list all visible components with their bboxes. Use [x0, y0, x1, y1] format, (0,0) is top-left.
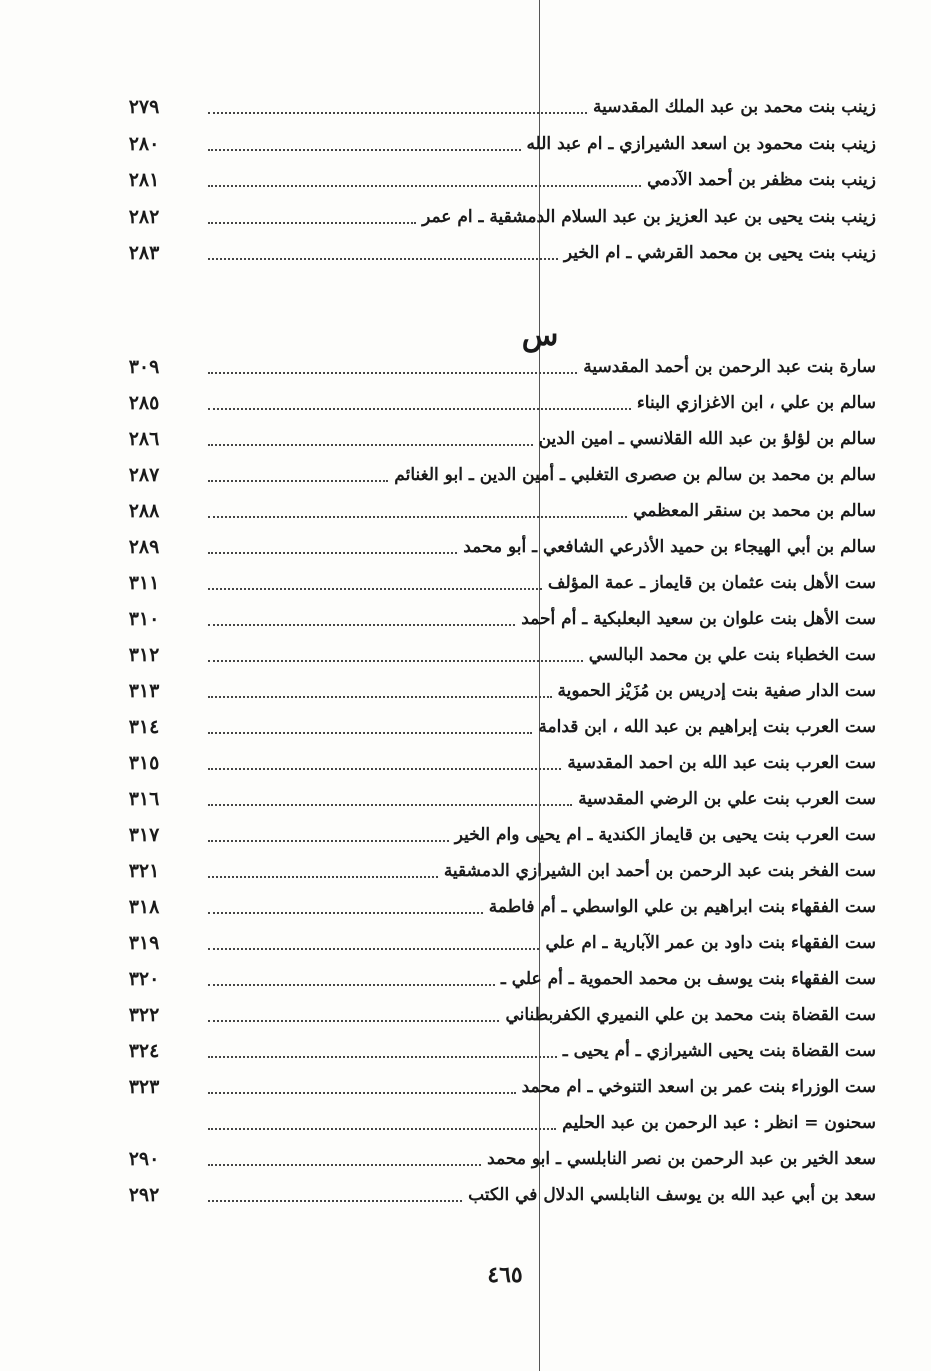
index-entry: [120, 350, 876, 384]
entry-number: ٢٩٠: [128, 1148, 160, 1170]
dot-leader: [208, 840, 449, 842]
entry-number: ٣١٢: [128, 644, 160, 666]
dot-leader: [208, 984, 495, 986]
index-entry: [120, 163, 876, 197]
dot-leader: [208, 804, 572, 806]
index-entry: [120, 1142, 876, 1176]
dot-leader: [208, 588, 542, 590]
index-entry: [120, 458, 876, 492]
entry-name: ست الخطباء بنت علي بن محمد البالسي: [588, 645, 876, 665]
index-entry: [120, 1034, 876, 1068]
dot-leader: [208, 624, 515, 626]
index-entry: [120, 530, 876, 564]
entry-name: سعد بن أبي عبد الله بن يوسف النابلسي الدلال في الكتب: [468, 1185, 876, 1205]
entry-name: ست العرب بنت يحيى بن قايماز الكندية ـ ام يحيى وام الخير: [454, 825, 876, 845]
entry-number: ٣١١: [128, 572, 160, 594]
dot-leader: [208, 660, 583, 662]
dot-leader: [208, 185, 641, 187]
entry-name: ست الأهل بنت علوان بن سعيد البعلبكية ـ أم أحمد: [521, 609, 876, 629]
index-entry: [120, 746, 876, 780]
entry-number: ٣١٤: [128, 716, 160, 738]
entry-name: سارة بنت عبد الرحمن بن أحمد المقدسية: [583, 357, 876, 377]
entry-number: ٣٢٢: [128, 1004, 160, 1026]
dot-leader: [208, 552, 457, 554]
index-entry: [120, 127, 876, 161]
entry-number: ٢٨٨: [128, 500, 160, 522]
entry-name: ست الفقهاء بنت داود بن عمر الآبارية ـ ام علي: [545, 933, 876, 953]
entry-number: ٣٢٣: [128, 1076, 160, 1098]
index-entry: [120, 386, 876, 420]
entry-name: ست الدار صفية بنت إدريس بن مُزَيْز الحموية: [557, 681, 876, 701]
dot-leader: [208, 732, 532, 734]
index-entry: [120, 782, 876, 816]
index-entry: [120, 566, 876, 600]
entry-name: زينب بنت يحيى بن محمد القرشي ـ ام الخير: [563, 243, 876, 263]
entry-name: ست الفخر بنت عبد الرحمن بن أحمد ابن الشيرازي الدمشقية: [443, 861, 876, 881]
entry-number: ٣١٩: [128, 932, 160, 954]
index-entry: [120, 854, 876, 888]
dot-leader: [208, 948, 539, 950]
entry-number: ٢٧٩: [128, 96, 160, 118]
entry-name: سالم بن محمد بن سالم بن صصرى التغلبي ـ أمين الدين ـ ابو الغنائم: [394, 465, 876, 485]
entry-number: ٣١٠: [128, 608, 160, 630]
entry-name: ست الفقهاء بنت ابراهيم بن علي الواسطي ـ أم فاطمة: [488, 897, 876, 917]
dot-leader: [208, 1092, 516, 1094]
index-entry: [120, 494, 876, 528]
index-entry: [120, 710, 876, 744]
dot-leader: [208, 1128, 556, 1130]
entry-name: ست العرب بنت عبد الله بن احمد المقدسية: [567, 753, 876, 773]
dot-leader: [208, 696, 552, 698]
entry-number: ٣١٦: [128, 788, 160, 810]
dot-leader: [208, 1020, 499, 1022]
entry-number: ٢٨٥: [128, 392, 160, 414]
entry-name: ست القضاة بنت يحيى الشيرازي ـ أم يحيى ـ: [562, 1041, 876, 1061]
index-entry: [120, 236, 876, 270]
index-entry: [120, 890, 876, 924]
index-entry: [120, 962, 876, 996]
entry-name: ست العرب بنت علي بن الرضي المقدسية: [578, 789, 876, 809]
index-entry: [120, 1178, 876, 1212]
section-letter: س: [521, 318, 559, 353]
dot-leader: [208, 1200, 462, 1202]
entry-name: ست الفقهاء بنت يوسف بن محمد الحموية ـ أم علي ـ: [500, 969, 876, 989]
index-entry: [120, 422, 876, 456]
entry-number: ٣٢١: [128, 860, 160, 882]
entry-name: ست العرب بنت إبراهيم بن عبد الله ، ابن قدامة: [538, 717, 876, 737]
dot-leader: [208, 149, 521, 151]
entry-number: ٢٨٦: [128, 428, 160, 450]
entry-number: ٢٨١: [128, 169, 160, 191]
entry-number: ٣٠٩: [128, 356, 160, 378]
entry-name: ست الوزراء بنت عمر بن اسعد التنوخي ـ ام محمد: [521, 1077, 876, 1097]
index-entry: [120, 1070, 876, 1104]
entry-name: سالم بن لؤلؤ بن عبد الله القلانسي ـ امين الدين: [538, 429, 876, 449]
entry-number: ٢٨٢: [128, 205, 160, 228]
entry-name: سالم بن أبي الهيجاء بن حميد الأذرعي الشافعي ـ أبو محمد: [463, 537, 876, 557]
entry-name: سالم بن علي ، ابن الاغزازي البناء: [636, 393, 876, 413]
entry-number: ٢٨٩: [128, 536, 160, 558]
entry-number: ٣٢٤: [128, 1040, 160, 1062]
entry-number: ٣٢٠: [128, 968, 160, 990]
entry-name: سعد الخير بن عبد الرحمن بن نصر النابلسي ـ ابو محمد: [487, 1149, 876, 1169]
entry-number: ٣١٧: [128, 824, 160, 846]
entry-number: ٢٨٧: [128, 464, 160, 486]
index-entry: [120, 818, 876, 852]
entry-number: ٢٩٢: [128, 1184, 160, 1206]
index-entry: [120, 926, 876, 960]
entry-number: ٣١٨: [128, 896, 160, 918]
dot-leader: [208, 408, 631, 410]
entry-number: ٣١٥: [128, 752, 160, 774]
index-entry: [120, 638, 876, 672]
entry-name: ست الأهل بنت عثمان بن قايماز ـ عمة المؤلف: [547, 573, 876, 593]
entry-number: ٢٨٠: [128, 132, 160, 155]
entry-name: زينب بنت مظفر بن أحمد الآدمي: [647, 170, 876, 190]
dot-leader: [208, 876, 438, 878]
dot-leader: [208, 372, 577, 374]
index-entry: [120, 674, 876, 708]
entry-number: ٢٨٣: [128, 242, 160, 264]
dot-leader: [208, 516, 627, 518]
dot-leader: [208, 222, 416, 224]
index-entry: [120, 200, 876, 234]
dot-leader: [208, 1056, 557, 1058]
entry-number: ٣١٣: [128, 680, 160, 702]
page-number: ٤٦٥: [487, 1262, 523, 1288]
dot-leader: [208, 112, 587, 114]
index-entry: [120, 1106, 876, 1140]
entry-name: سحنون = انظر : عبد الرحمن بن عبد الحليم: [562, 1113, 876, 1133]
entry-name: زينب بنت محمود بن اسعد الشيرازي ـ ام عبد الله: [526, 133, 876, 154]
entry-name: سالم بن محمد بن سنقر المعظمي: [633, 501, 876, 521]
dot-leader: [208, 444, 533, 446]
entry-name: زينب بنت يحيى بن عبد العزيز بن عبد السلام الدمشقية ـ ام عمر: [422, 206, 876, 227]
entry-name: زينب بنت محمد بن عبد الملك المقدسية: [593, 97, 876, 117]
dot-leader: [208, 912, 483, 914]
index-entry: [120, 90, 876, 124]
dot-leader: [208, 1164, 481, 1166]
index-entry: [120, 998, 876, 1032]
dot-leader: [208, 480, 388, 482]
dot-leader: [208, 258, 558, 260]
index-entry: [120, 602, 876, 636]
entry-name: ست القضاة بنت محمد بن علي النميري الكفربطناني: [505, 1005, 876, 1025]
dot-leader: [208, 768, 561, 770]
